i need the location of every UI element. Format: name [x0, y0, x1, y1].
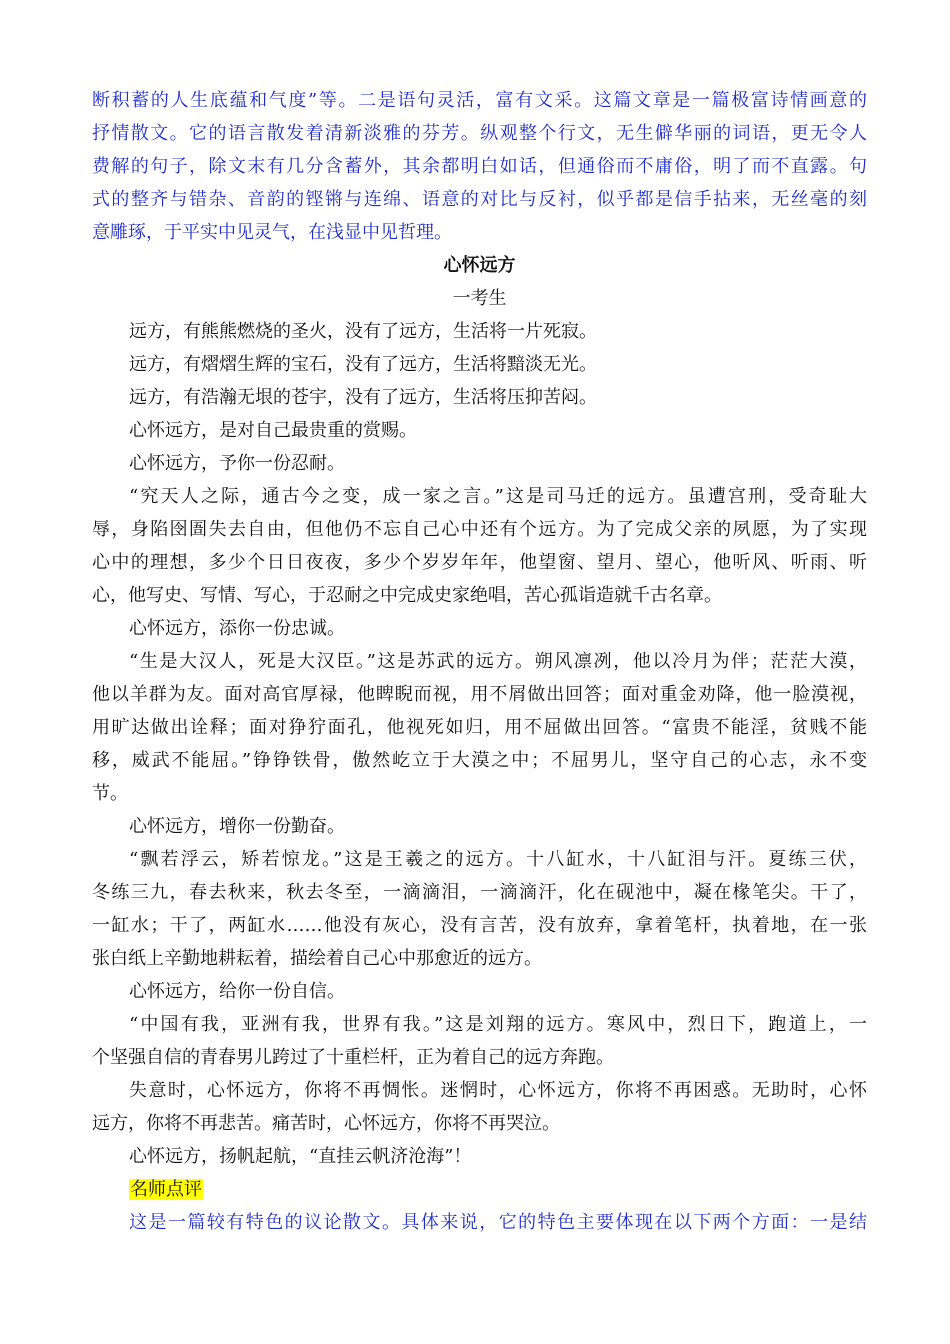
document-page	[92, 84, 867, 1239]
essay-line: 心中的理想，多少个日日夜夜，多少个岁岁年年，他望窗、望月、望心，他听风、听雨、听	[92, 552, 867, 573]
essay-line: 一缸水；干了，两缸水……他没有灰心，没有言苦，没有放弃，拿着笔杆，执着地，在一张	[92, 915, 867, 936]
essay-line: 远方，你将不再悲苦。痛苦时，心怀远方，你将不再哭泣。	[92, 1113, 560, 1134]
essay-title: 心怀远方	[443, 255, 516, 276]
review-label: 名师点评	[130, 1179, 202, 1200]
essay-line: 心怀远方，予你一份忍耐。	[129, 453, 345, 474]
essay-author: 一考生	[452, 288, 507, 309]
essay-line: 心怀远方，是对自己最贵重的赏赐。	[129, 420, 417, 441]
intro-line: 断积蓄的人生底蕴和气度”等。二是语句灵活，富有文采。这篇文章是一篇极富诗情画意的	[92, 90, 867, 111]
intro-line: 抒情散文。它的语言散发着清新淡雅的芬芳。纵观整个行文，无生僻华丽的词语，更无令人	[92, 123, 867, 144]
essay-line: 失意时，心怀远方，你将不再惆怅。迷惘时，心怀远方，你将不再困惑。无助时，心怀	[129, 1080, 867, 1101]
essay-line: “中国有我，亚洲有我，世界有我。”这是刘翔的远方。寒风中，烈日下，跑道上，一	[129, 1014, 867, 1035]
intro-commentary	[92, 84, 867, 249]
essay-line: 用旷达做出诠释；面对狰狞面孔，他视死如归，用不屈做出回答。“富贵不能淫，贫贱不能	[92, 717, 867, 738]
essay-line: 张白纸上辛勤地耕耘着，描绘着自己心中那愈近的远方。	[92, 948, 542, 969]
essay-line: “飘若浮云，矫若惊龙。”这是王羲之的远方。十八缸水，十八缸泪与汗。夏练三伏，	[129, 849, 867, 870]
review-text: 这是一篇较有特色的议论散文。具体来说，它的特色主要体现在以下两个方面：一是结	[129, 1212, 867, 1233]
intro-line: 式的整齐与错杂、音韵的铿锵与连绵、语意的对比与反衬，似乎都是信手拈来，无丝毫的刻	[92, 189, 867, 210]
essay-line: 节。	[92, 783, 128, 804]
essay-line: 辱，身陷囹圄失去自由，但他仍不忘自己心中还有个远方。为了完成父亲的夙愿，为了实现	[92, 519, 867, 540]
essay-line: “生是大汉人，死是大汉臣。”这是苏武的远方。朔风凛冽，他以冷月为伴；茫茫大漠，	[129, 651, 867, 672]
essay-line: 心怀远方，扬帆起航，“直挂云帆济沧海”！	[129, 1146, 472, 1167]
essay-line: 远方，有浩瀚无垠的苍宇，没有了远方，生活将压抑苦闷。	[129, 387, 597, 408]
essay-line: 个坚强自信的青春男儿跨过了十重栏杆，正为着自己的远方奔跑。	[92, 1047, 614, 1068]
essay-line: 远方，有熊熊燃烧的圣火，没有了远方，生活将一片死寂。	[129, 321, 597, 342]
intro-line: 费解的句子，除文末有几分含蓄外，其余都明白如话，但通俗而不庸俗，明了而不直露。句	[92, 156, 867, 177]
essay-line: 冬练三九，春去秋来，秋去冬至，一滴滴泪，一滴滴汗，化在砚池中，凝在椽笔尖。干了，	[92, 882, 867, 903]
essay-body	[92, 315, 867, 1173]
essay-line: 他以羊群为友。面对高官厚禄，他睥睨而视，用不屑做出回答；面对重金劝降，他一脸漠视，	[92, 684, 867, 705]
essay-line: 移，威武不能屈。”铮铮铁骨，傲然屹立于大漠之中；不屈男儿，坚守自己的心志，永不变	[92, 750, 867, 771]
review-heading	[92, 1173, 867, 1206]
essay-line: 远方，有熠熠生辉的宝石，没有了远方，生活将黯淡无光。	[129, 354, 597, 375]
essay-line: 心怀远方，添你一份忠诚。	[129, 618, 345, 639]
essay-line: 心怀远方，给你一份自信。	[129, 981, 345, 1002]
intro-line: 意雕琢，于平实中见灵气，在浅显中见哲理。	[92, 222, 452, 243]
essay-line: 心怀远方，增你一份勤奋。	[129, 816, 345, 837]
essay-line: 心，他写史、写情、写心，于忍耐之中完成史家绝唱，苦心孤诣造就千古名章。	[92, 585, 722, 606]
essay-line: “究天人之际，通古今之变，成一家之言。”这是司马迁的远方。虽遭宫刑，受奇耻大	[129, 486, 867, 507]
